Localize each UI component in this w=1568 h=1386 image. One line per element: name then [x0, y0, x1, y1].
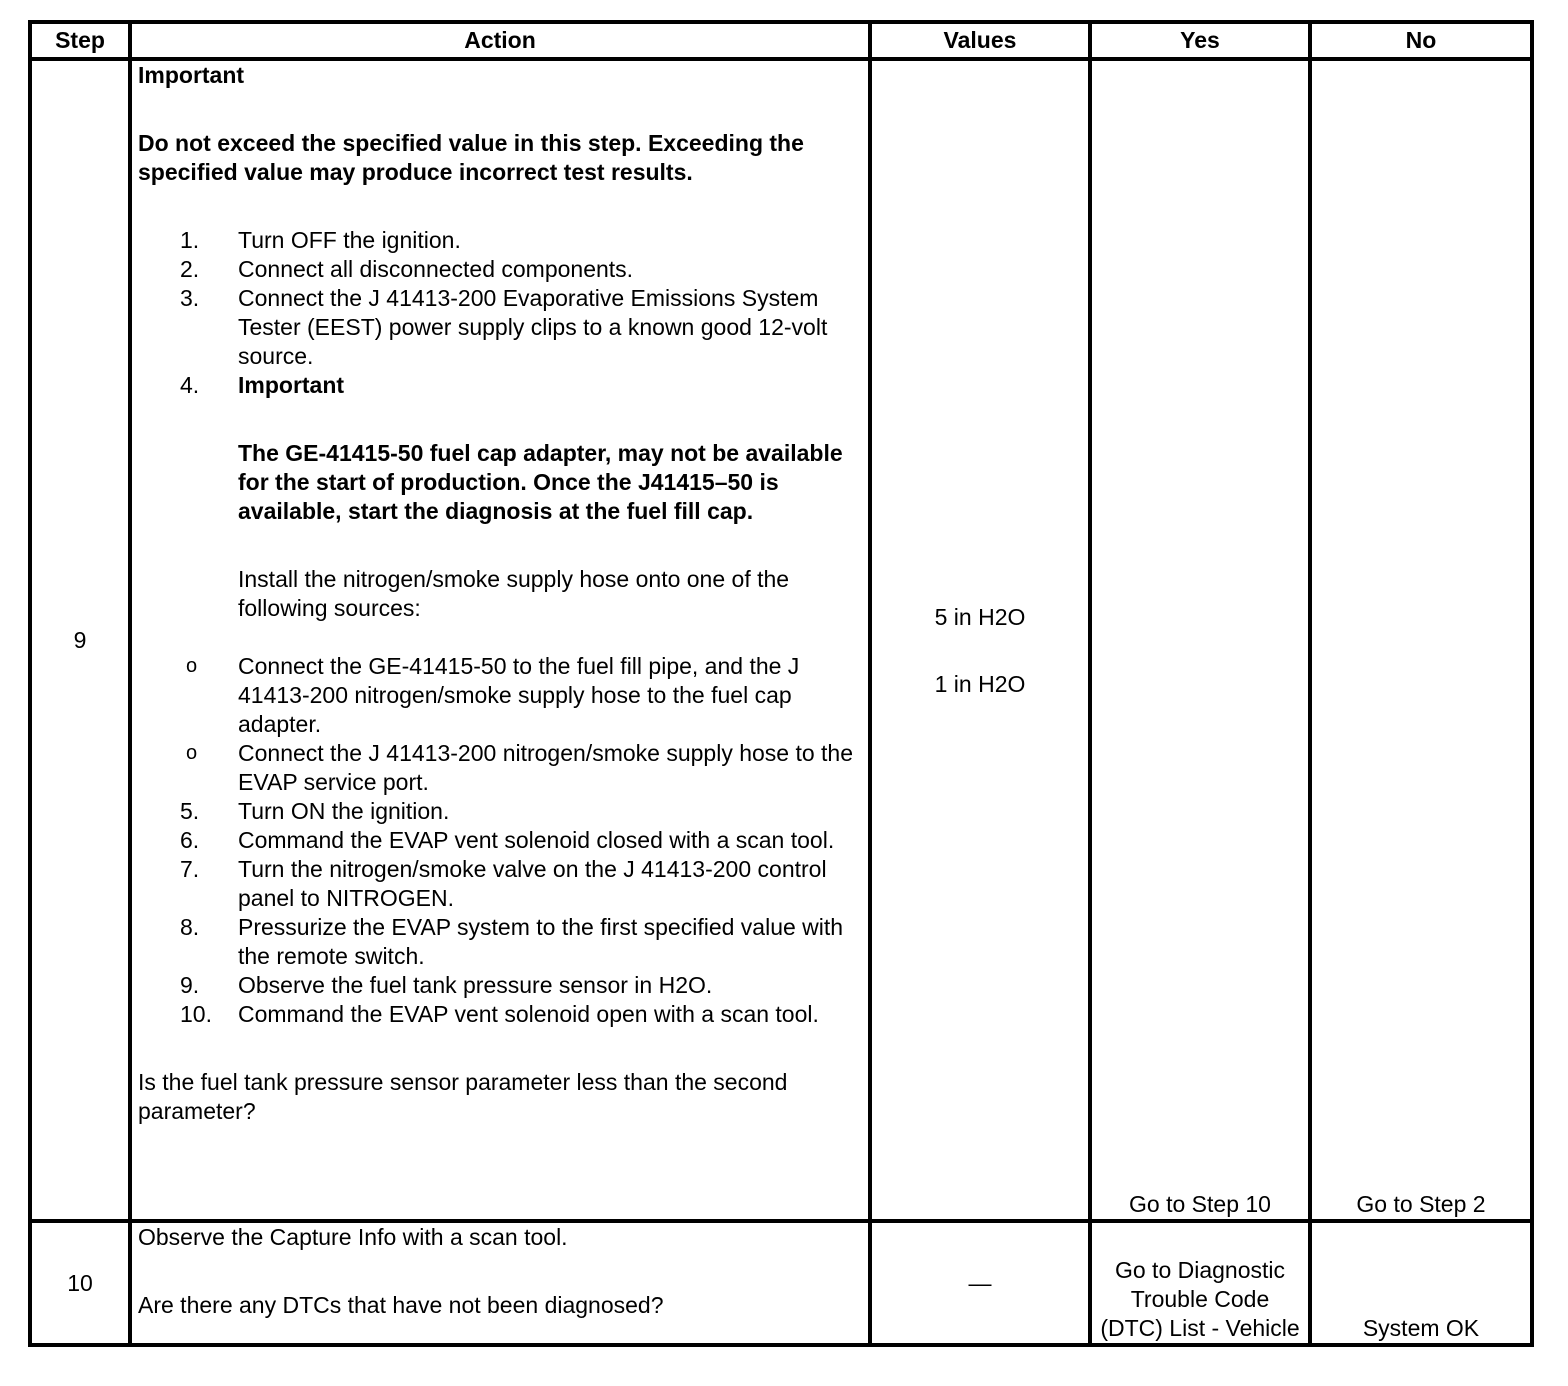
diagnostic-table — [28, 20, 1534, 1347]
list-item: 2. Connect all disconnected components. — [180, 256, 634, 282]
table-row-step-9 — [30, 59, 1532, 1221]
important-label: Important — [138, 62, 245, 88]
list-item: o Connect the J 41413-200 nitrogen/smoke supply hose to the EVAP service port. — [186, 740, 854, 795]
list-item: o Connect the GE-41415-50 to the fuel fill pipe, and the J 41413-200 nitrogen/smoke supply hose to the fuel cap adapter. — [186, 653, 800, 737]
important-text: Do not exceed the specified value in this step. Exceeding the specified value may produce incorrect test results. — [138, 130, 804, 185]
bullet-icon: o — [186, 742, 198, 764]
values-cell: — — [870, 1221, 1090, 1345]
list-item: 10. Command the EVAP vent solenoid open with a scan tool. — [180, 1001, 819, 1027]
action-cell — [130, 1221, 870, 1345]
bullet-icon: o — [186, 655, 198, 677]
list-item: 5. Turn ON the ignition. — [180, 798, 450, 824]
header-no: No — [1310, 22, 1532, 59]
question-text: Is the fuel tank pressure sensor parameter less than the second parameter? — [138, 1069, 788, 1124]
header-action: Action — [130, 22, 870, 59]
substep-text: Install the nitrogen/smoke supply hose onto one of the following sources: — [238, 566, 790, 621]
table-row-step-10 — [30, 1221, 1532, 1345]
action-cell — [130, 59, 870, 1221]
list-item: 3. Connect the J 41413-200 Evaporative Emissions System Tester (EEST) power supply clips to a known good 12-volt source. — [180, 285, 828, 369]
substep-list-continued — [138, 797, 862, 1029]
question-text: Are there any DTCs that have not been diagnosed? — [138, 1292, 664, 1318]
first-specified-value: 5 in H2O — [934, 604, 1026, 630]
list-item: 1. Turn OFF the ignition. — [180, 227, 461, 253]
list-item: 8. Pressurize the EVAP system to the first specified value with the remote switch. — [180, 914, 844, 969]
substep-important-text: The GE-41415-50 fuel cap adapter, may not be available for the start of production. Once the J41415–50 is available, start the diagnosis at the fuel fill cap. — [238, 440, 843, 524]
step-number: 10 — [30, 1221, 130, 1345]
header-values: Values — [870, 22, 1090, 59]
action-text: Observe the Capture Info with a scan tool. — [138, 1224, 568, 1250]
list-item: 7. Turn the nitrogen/smoke valve on the J 41413-200 control panel to NITROGEN. — [180, 856, 827, 911]
list-item: 9. Observe the fuel tank pressure sensor in H2O. — [180, 972, 713, 998]
yes-cell: Go to Step 10 — [1090, 59, 1310, 1221]
header-yes: Yes — [1090, 22, 1310, 59]
header-row — [30, 22, 1532, 59]
source-bullet-list — [138, 652, 862, 797]
header-step: Step — [30, 22, 130, 59]
substep-important-label: Important — [238, 372, 345, 398]
no-cell: System OK — [1310, 1221, 1532, 1345]
values-cell — [870, 59, 1090, 1221]
step-number: 9 — [30, 59, 130, 1221]
second-specified-value: 1 in H2O — [934, 671, 1026, 697]
list-item: 6. Command the EVAP vent solenoid closed with a scan tool. — [180, 827, 835, 853]
list-item: 4. Important The GE-41415-50 fuel cap adapter, may not be available for the start of production. Once the J41415–50 is available, start the diagnosis at the fuel fill cap. Install the nitrogen/smoke supply hose onto one of the following sources: — [138, 371, 862, 652]
substep-list — [138, 226, 862, 652]
no-cell: Go to Step 2 — [1310, 59, 1532, 1221]
yes-cell: Go to Diagnostic Trouble Code (DTC) List - Vehicle — [1090, 1221, 1310, 1345]
